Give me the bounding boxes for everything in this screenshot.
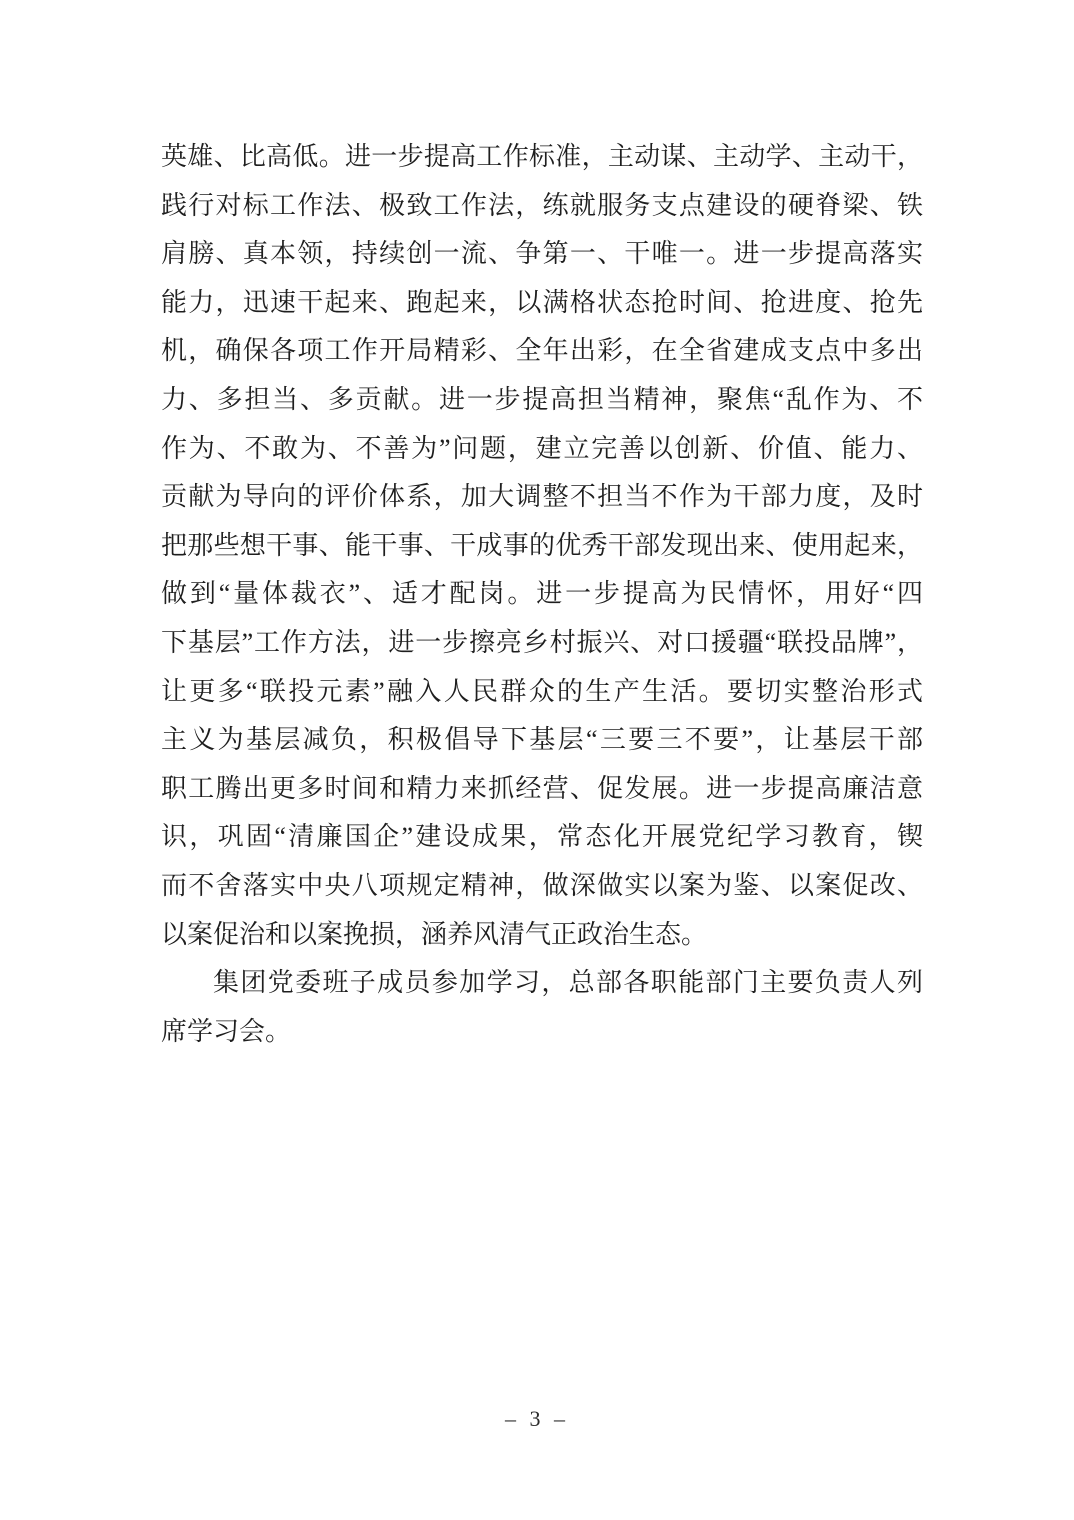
text-line: 能力，迅速干起来、跑起来，以满格状态抢时间、抢进度、抢先 xyxy=(161,287,923,317)
text-line: 英雄、比高低。进一步提高工作标准，主动谋、主动学、主动干， xyxy=(161,142,923,171)
text-line: 把那些想干事、能干事、干成事的优秀干部发现出来、使用起来， xyxy=(161,530,923,560)
body-text xyxy=(161,133,923,1056)
text-line: 而不舍落实中央八项规定精神，做深做实以案为鉴、以案促改、 xyxy=(161,870,923,900)
text-line: 作为、不敢为、不善为”问题，建立完善以创新、价值、能力、 xyxy=(161,433,923,463)
text-line: 肩膀、真本领，持续创一流、争第一、干唯一。进一步提高落实 xyxy=(161,239,923,269)
text-line: 下基层”工作方法，进一步擦亮乡村振兴、对口援疆“联投品牌”， xyxy=(161,627,923,657)
text-line: 主义为基层减负，积极倡导下基层“三要三不要”，让基层干部 xyxy=(161,725,923,755)
text-line: 职工腾出更多时间和精力来抓经营、促发展。进一步提高廉洁意 xyxy=(161,773,923,803)
text-line: 让更多“联投元素”融入人民群众的生产生活。要切实整治形式 xyxy=(161,676,923,706)
text-line: 做到“量体裁衣”、适才配岗。进一步提高为民情怀，用好“四 xyxy=(161,579,923,609)
text-line: 席学习会。 xyxy=(161,1016,292,1046)
text-line: 践行对标工作法、极致工作法，练就服务支点建设的硬脊梁、铁 xyxy=(161,190,923,220)
text-line: 机，确保各项工作开局精彩、全年出彩，在全省建成支点中多出 xyxy=(161,336,923,366)
page-number: – 3 – xyxy=(505,1406,569,1431)
text-line: 以案促治和以案挽损，涵养风清气正政治生态。 xyxy=(161,919,708,949)
page-footer xyxy=(0,1406,1074,1432)
text-line: 力、多担当、多贡献。进一步提高担当精神，聚焦“乱作为、不 xyxy=(161,384,923,414)
text-line: 集团党委班子成员参加学习，总部各职能部门主要负责人列 xyxy=(213,968,923,998)
text-line: 贡献为导向的评价体系，加大调整不担当不作为干部力度，及时 xyxy=(161,482,923,512)
text-line: 识，巩固“清廉国企”建设成果，常态化开展党纪学习教育，锲 xyxy=(161,822,923,852)
